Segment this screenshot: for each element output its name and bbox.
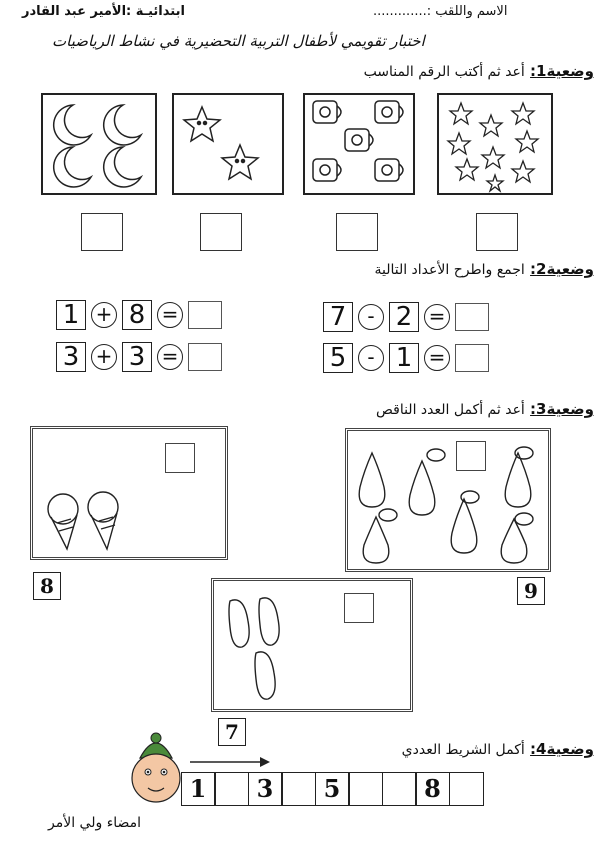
cucumber-icon <box>224 591 314 701</box>
equals-sign: = <box>157 302 183 328</box>
section-1-heading <box>364 62 594 80</box>
operand-b: 1 <box>389 343 419 373</box>
strip-cell: 3 <box>248 772 283 806</box>
answer-box-stars[interactable] <box>476 213 518 251</box>
equation-row <box>56 342 222 372</box>
operand-b: 2 <box>389 302 419 332</box>
target-number-box: 7 <box>218 718 246 746</box>
strip-cell[interactable] <box>348 772 383 806</box>
school-name: ابتدائيـة :الأمير عبد القادر <box>22 4 185 19</box>
result-box[interactable] <box>455 344 489 372</box>
section-2-heading <box>374 260 594 278</box>
cucumber-frame <box>211 578 413 712</box>
section-number: 4: <box>530 740 547 758</box>
equals-sign: = <box>157 344 183 370</box>
target-number-box: 9 <box>517 577 545 605</box>
name-field-label: الاسم واللقب :............. <box>373 4 508 19</box>
strip-cell[interactable] <box>281 772 316 806</box>
section-instruction: اجمع واطرح الأعداد التالية <box>374 262 525 278</box>
ice-cream-icon <box>41 491 131 553</box>
strip-cell: 5 <box>315 772 350 806</box>
operand-a: 7 <box>323 302 353 332</box>
result-box[interactable] <box>188 343 222 371</box>
stars-picture <box>437 93 553 195</box>
missing-number-box[interactable] <box>165 443 195 473</box>
section-number: 2: <box>530 260 547 278</box>
strip-cell: 1 <box>181 772 216 806</box>
operator: - <box>358 345 384 371</box>
operator: + <box>91 302 117 328</box>
section-number: 1: <box>530 62 547 80</box>
section-4-heading <box>402 740 594 758</box>
moons-picture <box>41 93 157 195</box>
child-face-icon <box>126 730 186 810</box>
parent-signature-label: امضاء ولي الأمر <box>48 815 142 831</box>
operand-a: 3 <box>56 342 86 372</box>
section-label: وضعية <box>546 62 594 80</box>
result-box[interactable] <box>188 301 222 329</box>
equals-sign: = <box>424 304 450 330</box>
operand-a: 5 <box>323 343 353 373</box>
section-number: 3: <box>530 400 547 418</box>
section-instruction: أعد ثم أكتب الرقم المناسب <box>363 64 525 80</box>
operator: - <box>358 304 384 330</box>
section-label: وضعية <box>546 260 594 278</box>
section-label: وضعية <box>546 400 594 418</box>
pear-frame <box>345 428 551 572</box>
ice-cream-frame <box>30 426 228 560</box>
section-label: وضعية <box>546 740 594 758</box>
cup-icon <box>313 101 403 181</box>
moon-icon <box>54 105 141 187</box>
arrow-right-icon <box>190 756 270 768</box>
equals-sign: = <box>424 345 450 371</box>
page-title: اختبار تقويمي لأطفال التربية التحضيرية في نشاط الرياضيات <box>52 32 425 50</box>
operator: + <box>91 344 117 370</box>
strip-cell: 8 <box>415 772 450 806</box>
answer-box-moons[interactable] <box>81 213 123 251</box>
target-number-box: 8 <box>33 572 61 600</box>
answer-box-star-faces[interactable] <box>200 213 242 251</box>
pear-icon <box>352 439 544 567</box>
missing-number-box[interactable] <box>344 593 374 623</box>
cups-picture <box>303 93 415 195</box>
star-faces-picture <box>172 93 284 195</box>
operand-b: 8 <box>122 300 152 330</box>
section-instruction: أعد ثم أكمل العدد الناقص <box>375 402 525 418</box>
operand-b: 3 <box>122 342 152 372</box>
equation-row <box>323 302 489 332</box>
number-strip <box>182 772 484 806</box>
equation-row <box>56 300 222 330</box>
section-instruction: أكمل الشريط العددي <box>401 742 525 758</box>
strip-cell[interactable] <box>449 772 484 806</box>
equation-row <box>323 343 489 373</box>
answer-box-cups[interactable] <box>336 213 378 251</box>
section-3-heading <box>376 400 594 418</box>
strip-cell[interactable] <box>214 772 249 806</box>
strip-cell[interactable] <box>382 772 417 806</box>
star-icon <box>448 103 538 191</box>
star-face-icon <box>184 107 258 179</box>
operand-a: 1 <box>56 300 86 330</box>
result-box[interactable] <box>455 303 489 331</box>
